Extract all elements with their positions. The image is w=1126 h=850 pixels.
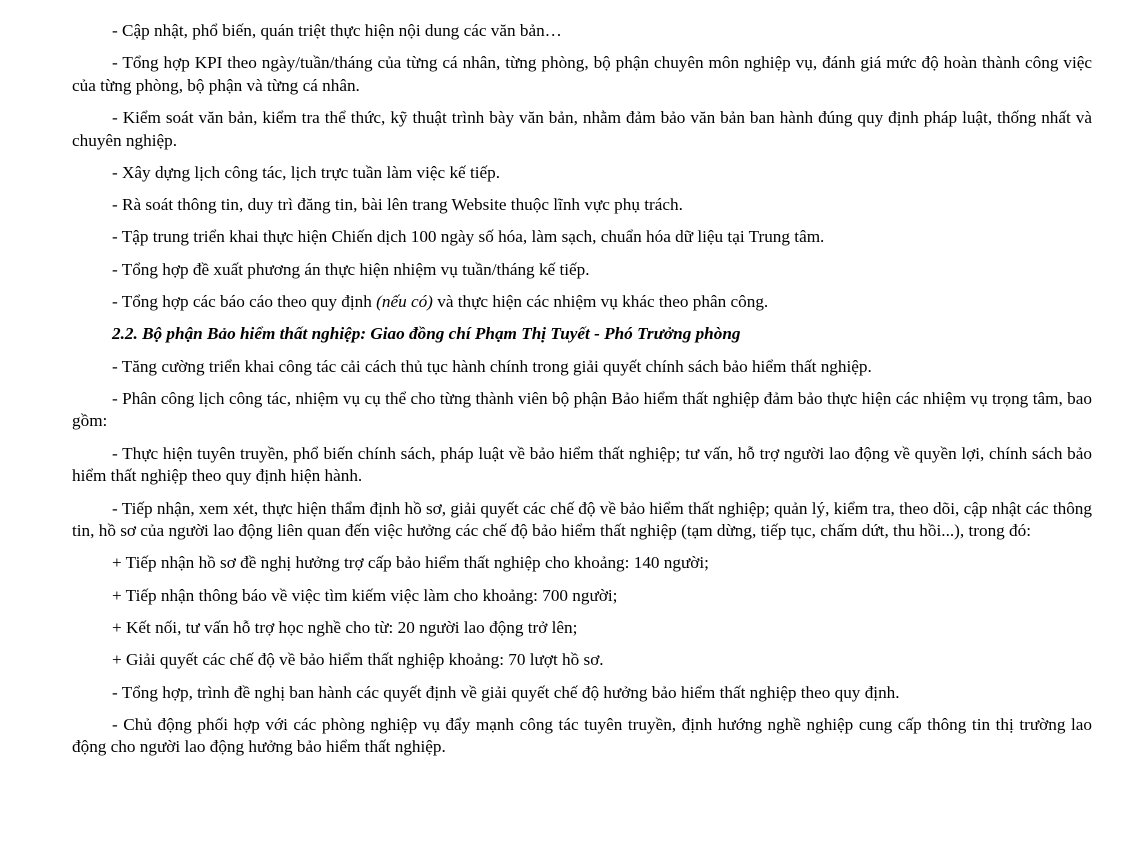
paragraph-admin-reform: - Tăng cường triển khai công tác cải cách thủ tục hành chính trong giải quyết chính sách bảo hiểm thất nghiệp. [112, 356, 872, 376]
paragraph-digitization-campaign: - Tập trung triển khai thực hiện Chiến dịch 100 ngày số hóa, làm sạch, chuẩn hóa dữ liệu tại Trung tâm. [112, 227, 825, 247]
paragraph-assignment: - Phân công lịch công tác, nhiệm vụ cụ thể cho từng thành viên bộ phận Bảo hiểm thất nghiệp đảm bảo thực hiện các nhiệm vụ trọng tâm, bao gồm: [72, 388, 1092, 431]
report-note: (nếu có) [376, 292, 433, 312]
paragraph-next-plan: - Tổng hợp đề xuất phương án thực hiện nhiệm vụ tuần/tháng kế tiếp. [112, 259, 590, 279]
paragraph-website-news: - Rà soát thông tin, duy trì đăng tin, bài lên trang Website thuộc lĩnh vực phụ trách. [112, 195, 683, 215]
list-item-vocational-support: + Kết nối, tư vấn hỗ trợ học nghề cho từ: 20 người lao động trở lên; [112, 617, 578, 637]
list-item-resolve-records: + Giải quyết các chế độ về bảo hiểm thất nghiệp khoảng: 70 lượt hồ sơ. [112, 650, 604, 670]
paragraph-propaganda: - Thực hiện tuyên truyền, phổ biến chính sách, pháp luật về bảo hiểm thất nghiệp; tư vấn, hỗ trợ người lao động về quyền lợi, chính sách bảo hiểm thất nghiệp theo quy định hiện hành. [72, 443, 1092, 486]
report-text-after: và thực hiện các nhiệm vụ khác theo phân công. [432, 292, 769, 312]
paragraph-reports [72, 291, 1092, 314]
list-item-job-search-notices: + Tiếp nhận thông báo về việc tìm kiếm việc làm cho khoảng: 700 người; [112, 585, 618, 605]
paragraph-receive-review: - Tiếp nhận, xem xét, thực hiện thẩm định hồ sơ, giải quyết các chế độ về bảo hiểm thất nghiệp; quản lý, kiểm tra, theo dõi, cập nhật các thông tin, hồ sơ của người lao động liên quan đến việc hưởng các chế độ bảo hiểm thất nghiệp (tạm dừng, tiếp tục, chấm dứt, thu hồi...), trong đó: [72, 498, 1092, 541]
report-text-before: - Tổng hợp các báo cáo theo quy định [112, 292, 377, 312]
paragraph-decisions: - Tổng hợp, trình đề nghị ban hành các quyết định về giải quyết chế độ hưởng bảo hiểm thất nghiệp theo quy định. [112, 682, 900, 702]
paragraph-weekly-schedule: - Xây dựng lịch công tác, lịch trực tuần làm việc kế tiếp. [112, 162, 501, 182]
document-page [72, 20, 1092, 769]
paragraph-kpi-summary: - Tổng hợp KPI theo ngày/tuần/tháng của từng cá nhân, từng phòng, bộ phận chuyên môn nghiệp vụ, đánh giá mức độ hoàn thành công việc của từng phòng, bộ phận và từng cá nhân. [72, 53, 1092, 95]
section-heading: 2.2. Bộ phận Bảo hiểm thất nghiệp: Giao đồng chí Phạm Thị Tuyết - Phó Trưởng phòng [112, 324, 741, 344]
paragraph-coordination: - Chủ động phối hợp với các phòng nghiệp vụ đẩy mạnh công tác tuyên truyền, định hướng nghề nghiệp cung cấp thông tin thị trường lao động cho người lao động hưởng bảo hiểm thất nghiệp. [72, 714, 1092, 757]
list-item-receive-applications: + Tiếp nhận hồ sơ đề nghị hưởng trợ cấp bảo hiểm thất nghiệp cho khoảng: 140 người; [112, 553, 709, 573]
paragraph-update-dissemination: - Cập nhật, phổ biến, quán triệt thực hiện nội dung các văn bản… [112, 21, 562, 40]
paragraph-document-control: - Kiểm soát văn bản, kiểm tra thể thức, kỹ thuật trình bày văn bản, nhằm đảm bảo văn bản ban hành đúng quy định pháp luật, thống nhất và chuyên nghiệp. [72, 108, 1092, 150]
